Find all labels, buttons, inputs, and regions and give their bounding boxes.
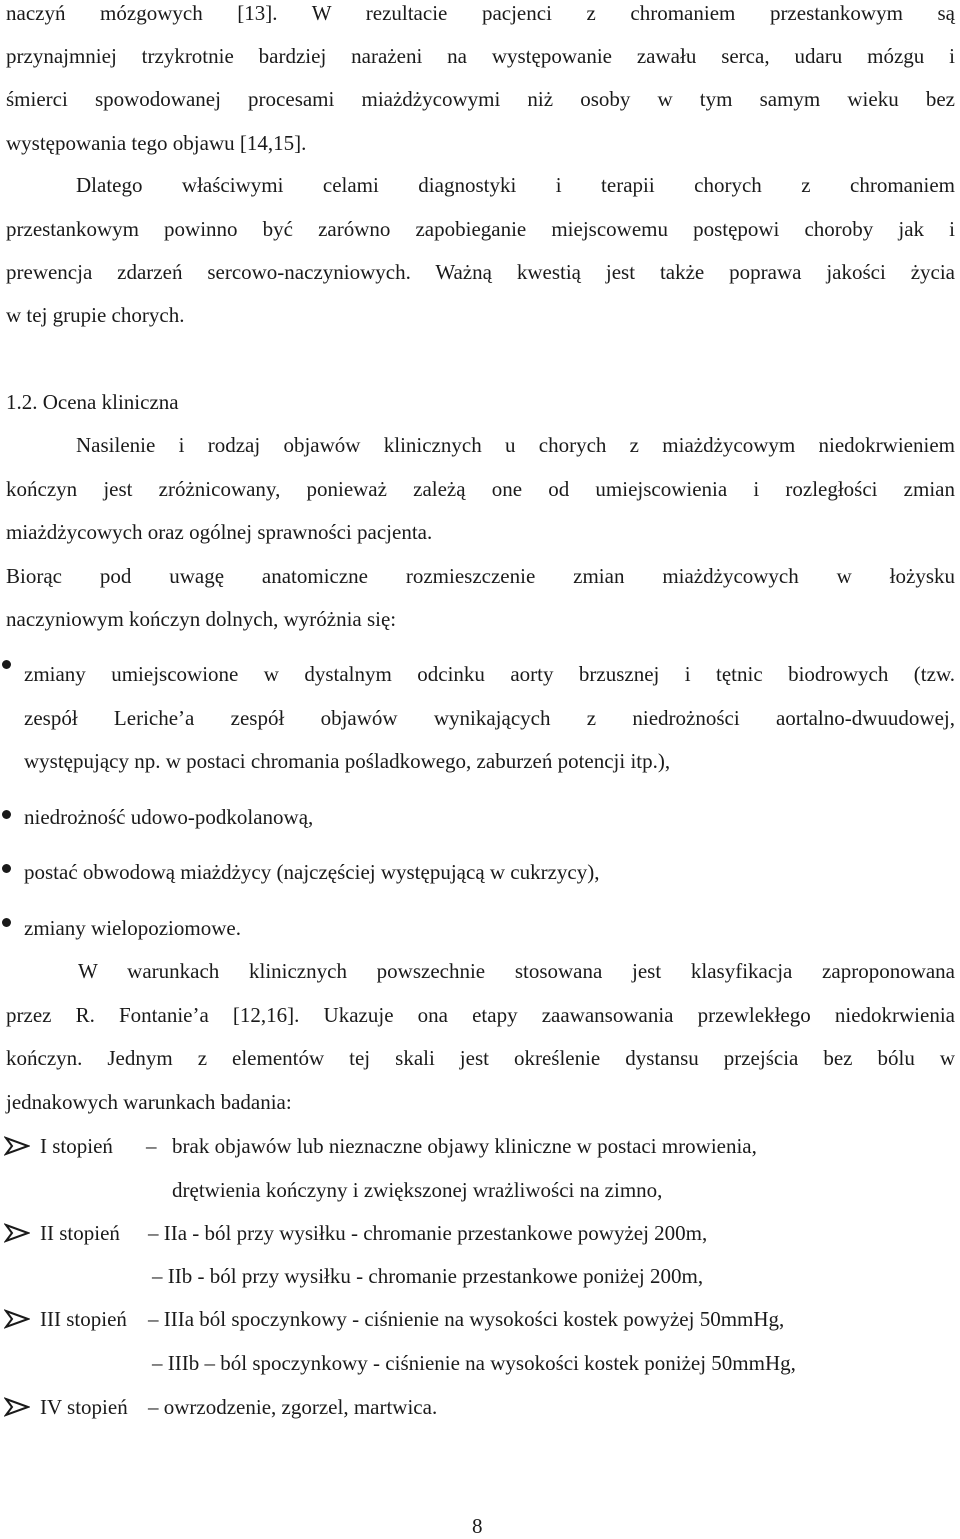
paragraph-5-line-1: W warunkach klinicznych powszechnie stosowana jest klasyfikacja zaproponowana <box>78 959 955 983</box>
paragraph-3-line-3: miażdżycowych oraz ogólnej sprawności pacjenta. <box>6 520 433 544</box>
paragraph-5-line-4: jednakowych warunkach badania: <box>6 1090 292 1114</box>
paragraph-2-line-1: Dlatego właściwymi celami diagnostyki i terapii chorych z chromaniem <box>76 173 955 197</box>
paragraph-5-line-2: przez R. Fontanie’a [12,16]. Ukazuje ona etapy zaawansowania przewlekłego niedokrwienia <box>6 1003 955 1027</box>
stage-4: – owrzodzenie, zgorzel, martwica. <box>148 1395 438 1419</box>
paragraph-3-line-1: Nasilenie i rodzaj objawów klinicznych u chorych z miażdżycowym niedokrwieniem <box>76 433 955 457</box>
stage-3-label: III stopień <box>40 1307 127 1331</box>
paragraph-2-line-4: w tej grupie chorych. <box>6 303 185 327</box>
stage-2-label: II stopień <box>40 1221 120 1245</box>
arrow-bullet-icon <box>4 1135 30 1157</box>
arrow-bullet-icon <box>4 1396 30 1418</box>
stage-2a: – IIa - ból przy wysiłku - chromanie przestankowe powyżej 200m, <box>148 1221 708 1245</box>
paragraph-1-line-4: występowania tego objawu [14,15]. <box>6 131 307 155</box>
stage-2b: – IIb - ból przy wysiłku - chromanie przestankowe poniżej 200m, <box>152 1264 704 1288</box>
paragraph-3-line-2: kończyn jest zróżnicowany, ponieważ zależą one od umiejscowienia i rozległości zmian <box>6 477 955 501</box>
paragraph-2-line-2: przestankowym powinno być zarówno zapobieganie miejscowemu postępowi choroby jak i <box>6 217 955 241</box>
page-number: 8 <box>472 1514 483 1538</box>
section-heading: 1.2. Ocena kliniczna <box>6 390 179 414</box>
paragraph-1-line-1: naczyń mózgowych [13]. W rezultacie pacjenci z chromaniem przestankowym są <box>6 1 955 25</box>
paragraph-2-line-3: prewencja zdarzeń sercowo-naczyniowych. Ważną kwestią jest także poprawa jakości życia <box>6 260 955 284</box>
bullet-1-line-2: zespół Leriche’a zespół objawów wynikających z niedrożności aortalno-dwuudowej, <box>24 706 955 730</box>
paragraph-4-line-2: naczyniowym kończyn dolnych, wyróżnia się: <box>6 607 397 631</box>
stage-1-line-2: drętwienia kończyny i zwiększonej wrażliwości na zimno, <box>172 1178 663 1202</box>
paragraph-4-line-1: Biorąc pod uwagę anatomiczne rozmieszczenie zmian miażdżycowych w łożysku <box>6 564 955 588</box>
stage-1-line-1: brak objawów lub nieznaczne objawy kliniczne w postaci mrowienia, <box>172 1134 757 1158</box>
bullet-2: niedrożność udowo-podkolanową, <box>24 805 314 829</box>
stage-4-label: IV stopień <box>40 1395 128 1419</box>
stage-3a: – IIIa ból spoczynkowy - ciśnienie na wysokości kostek powyżej 50mmHg, <box>148 1307 785 1331</box>
bullet-1-line-3: występujący np. w postaci chromania pośladkowego, zaburzeń potencji itp.), <box>24 749 671 773</box>
bullet-dot-icon <box>2 918 11 927</box>
bullet-dot-icon <box>2 864 11 873</box>
arrow-bullet-icon <box>4 1222 30 1244</box>
bullet-1-line-1: zmiany umiejscowione w dystalnym odcinku aorty brzusznej i tętnic biodrowych (tzw. <box>24 662 955 686</box>
paragraph-1-line-2: przynajmniej trzykrotnie bardziej narażeni na występowanie zawału serca, udaru mózgu i <box>6 44 955 68</box>
bullet-dot-icon <box>2 660 11 669</box>
bullet-dot-icon <box>2 810 11 819</box>
arrow-bullet-icon <box>4 1308 30 1330</box>
stage-3b: – IIIb – ból spoczynkowy - ciśnienie na wysokości kostek poniżej 50mmHg, <box>152 1351 796 1375</box>
bullet-4: zmiany wielopoziomowe. <box>24 916 241 940</box>
paragraph-1-line-3: śmierci spowodowanej procesami miażdżycowymi niż osoby w tym samym wieku bez <box>6 87 955 111</box>
stage-1-dash: – <box>146 1134 157 1158</box>
paragraph-5-line-3: kończyn. Jednym z elementów tej skali jest określenie dystansu przejścia bez bólu w <box>6 1046 955 1070</box>
stage-1-label: I stopień <box>40 1134 113 1158</box>
bullet-3: postać obwodową miażdżycy (najczęściej występującą w cukrzycy), <box>24 860 600 884</box>
